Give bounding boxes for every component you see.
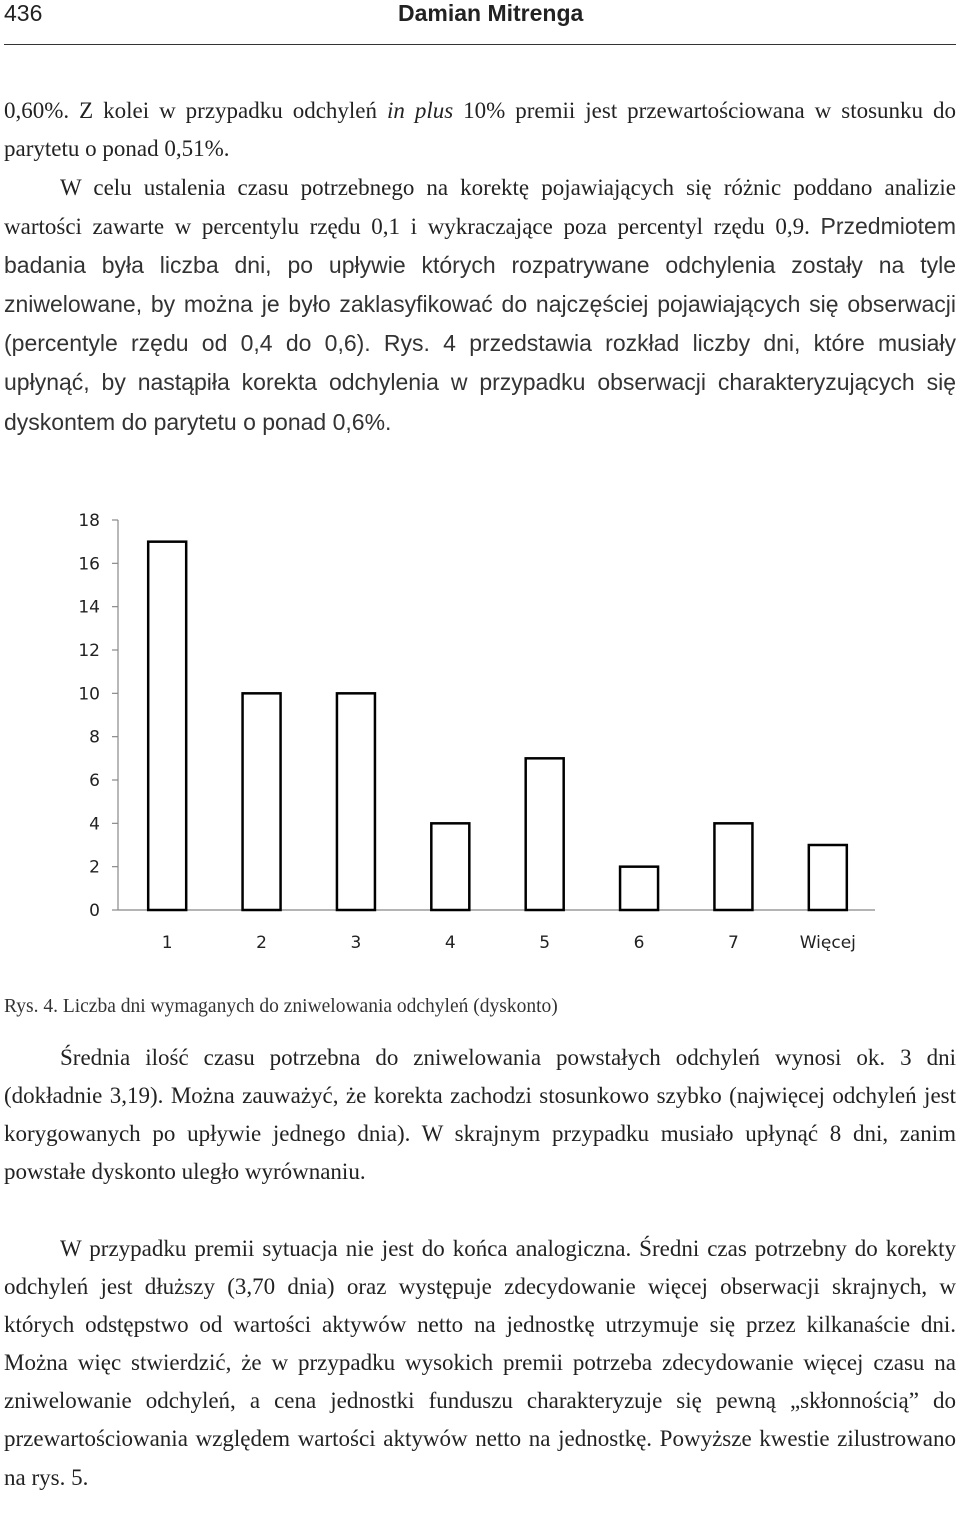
- y-tick-label: 18: [78, 511, 100, 531]
- bar-5: [526, 758, 564, 910]
- running-header: [4, 0, 956, 45]
- paragraph-2-sans-part: Przedmiotem badania była liczba dni, po upływie których rozpatrywane odchylenia zostały na tyle zniwelowane, by można je było zaklasyfikować do najczęściej pojawiających się obserwacji (percentyle rzędu od 0,4 do 0,6). Rys. 4 przedstawia rozkład liczby dni, które musiały upłynąć, by nastąpiła korekta odchylenia w przypadku obserwacji charakteryzujących się dyskontem do parytetu o ponad 0,6%.: [4, 213, 956, 435]
- x-tick-label: 4: [444, 933, 456, 953]
- running-head-author: Damian Mitrenga: [398, 0, 584, 26]
- y-tick-label: 6: [89, 771, 100, 791]
- bar-7: [714, 823, 752, 910]
- bar-1: [148, 542, 186, 910]
- paragraph-1-text-a: 0,60%. Z kolei w przypadku odchyleń: [4, 98, 387, 123]
- x-tick-label: 5: [539, 933, 551, 953]
- paragraph-1: [4, 92, 956, 168]
- x-tick-labels: [162, 933, 856, 953]
- bar-4: [431, 823, 469, 910]
- page-number: 436: [4, 0, 43, 26]
- paragraph-1-italic: in plus: [386, 98, 454, 123]
- x-tick-label: 3: [350, 933, 362, 953]
- y-tick-label: 0: [89, 901, 100, 921]
- x-tick-label: Więcej: [799, 933, 856, 953]
- bar-2: [243, 693, 281, 910]
- y-tick-label: 12: [78, 641, 100, 661]
- paragraph-4: W przypadku premii sytuacja nie jest do końca analogiczna. Średni czas potrzebny do korekty odchyleń jest dłuższy (3,70 dnia) oraz występuje zdecydowanie więcej obserwacji skrajnych, w których odstępstwo od wartości aktywów netto na jednostkę utrzymuje się przez kilkanaście dni. Można więc stwierdzić, że w przypadku wysokich premii potrzeba zdecydowanie więcej czasu na zniwelowanie odchyleń, a cena jednostki funduszu charakteryzuje się pewną „skłonnością” do przewartościowania względem wartości aktywów netto na jednostkę. Powyższe kwestie zilustrowano na rys. 5.: [4, 1236, 956, 1490]
- figure-caption: Rys. 4. Liczba dni wymaganych do zniwelowania odchyleń (dyskonto): [4, 996, 558, 1017]
- paragraph-3: Średnia ilość czasu potrzebna do zniwelowania powstałych odchyleń wynosi ok. 3 dni (dokładnie 3,19). Można zauważyć, że korekta zachodzi stosunkowo szybko (najwięcej odchyleń jest korygowanych po upływie jednego dnia). W skrajnym przypadku musiało upłynąć 8 dni, zanim powstałe dyskonto uległo wyrównaniu.: [4, 1045, 956, 1185]
- x-tick-label: 2: [256, 933, 267, 953]
- x-tick-label: 6: [633, 933, 645, 953]
- y-axis: [78, 511, 875, 921]
- y-tick-label: 2: [89, 857, 100, 878]
- bar-chart: [60, 500, 900, 970]
- y-tick-label: 14: [78, 597, 100, 618]
- paragraph-2-serif-part: W celu ustalenia czasu potrzebnego na korektę pojawiających się różnic poddano analizie wartości zawarte w percentylu rzędu 0,1 i wykraczające poza percentyl rzędu 0,9.: [4, 175, 956, 240]
- y-tick-label: 10: [78, 684, 100, 705]
- bars-group: [148, 542, 847, 910]
- x-tick-label: 7: [728, 933, 739, 953]
- bar-3: [337, 693, 375, 910]
- bar-Więcej: [809, 845, 847, 910]
- bar-6: [620, 867, 658, 910]
- x-tick-label: 1: [161, 933, 173, 953]
- paragraph-2: [4, 169, 956, 442]
- y-tick-label: 16: [78, 554, 100, 575]
- y-tick-label: 8: [89, 727, 100, 748]
- y-tick-label: 4: [89, 814, 100, 835]
- paragraph-1-text-b: 10% premii jest przewartościowana w stosunku do parytetu o ponad 0,51%.: [4, 98, 956, 162]
